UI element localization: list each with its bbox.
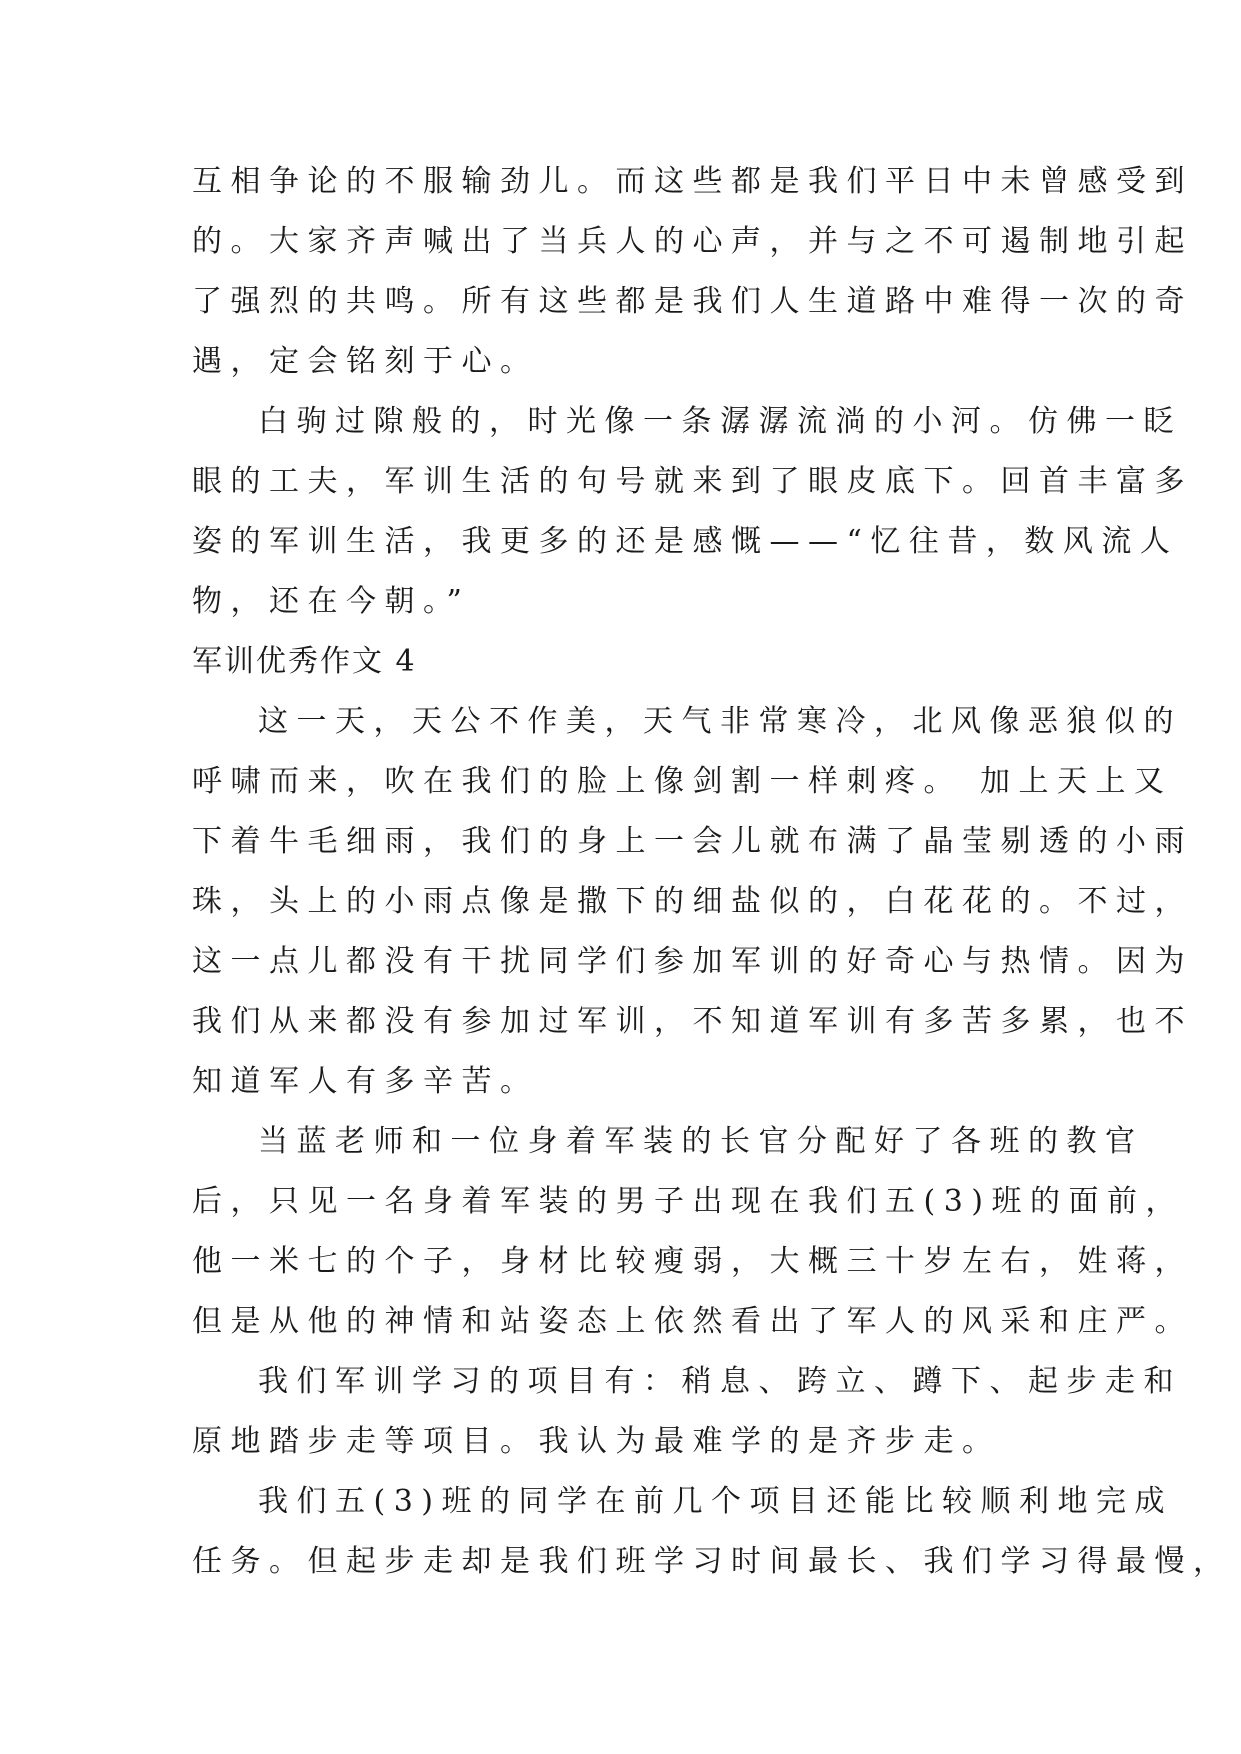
text-line: 互相争论的不服输劲儿。而这些都是我们平日中未曾感受到 xyxy=(192,164,1193,199)
text-line: 我们从来都没有参加过军训，不知道军训有多苦多累，也不 xyxy=(192,1004,1193,1039)
text-line: 的。大家齐声喊出了当兵人的心声，并与之不可遏制地引起 xyxy=(192,224,1193,259)
text-line: 珠，头上的小雨点像是撒下的细盐似的，白花花的。不过， xyxy=(192,884,1193,919)
text-line: 了强烈的共鸣。所有这些都是我们人生道路中难得一次的奇 xyxy=(192,284,1193,319)
paragraph-first-line: 我们军训学习的项目有：稍息、跨立、蹲下、起步走和 xyxy=(258,1364,1182,1399)
text-line: 但是从他的神情和站姿态上依然看出了军人的风采和庄严。 xyxy=(192,1304,1193,1339)
text-line: 他一米七的个子，身材比较瘦弱，大概三十岁左右，姓蒋， xyxy=(192,1244,1193,1279)
text-line: 眼的工夫，军训生活的句号就来到了眼皮底下。回首丰富多 xyxy=(192,464,1193,499)
text-line: 呼啸而来，吹在我们的脸上像剑割一样刺疼。 加上天上又 xyxy=(192,764,1173,799)
paragraph-first-line: 白驹过隙般的，时光像一条潺潺流淌的小河。仿佛一眨 xyxy=(258,404,1182,439)
section-heading: 军训优秀作文 4 xyxy=(192,644,417,679)
text-line: 遇，定会铭刻于心。 xyxy=(192,344,539,379)
text-line: 姿的军训生活，我更多的还是感慨——“忆往昔，数风流人 xyxy=(192,524,1179,559)
text-line: 原地踏步走等项目。我认为最难学的是齐步走。 xyxy=(192,1424,1001,1459)
paragraph-first-line: 当蓝老师和一位身着军装的长官分配好了各班的教官 xyxy=(258,1124,1144,1159)
text-line: 知道军人有多辛苦。 xyxy=(192,1064,539,1099)
paragraph-first-line: 我们五(3)班的同学在前几个项目还能比较顺利地完成 xyxy=(258,1484,1173,1519)
text-line: 下着牛毛细雨，我们的身上一会儿就布满了晶莹剔透的小雨 xyxy=(192,824,1193,859)
text-line: 后，只见一名身着军装的男子出现在我们五(3)班的面前， xyxy=(192,1184,1184,1219)
text-line: 这一点儿都没有干扰同学们参加军训的好奇心与热情。因为 xyxy=(192,944,1193,979)
text-line: 物，还在今朝。” xyxy=(192,584,471,619)
text-line: 任务。但起步走却是我们班学习时间最长、我们学习得最慢， xyxy=(192,1544,1232,1579)
paragraph-first-line: 这一天，天公不作美，天气非常寒冷，北风像恶狼似的 xyxy=(258,704,1182,739)
